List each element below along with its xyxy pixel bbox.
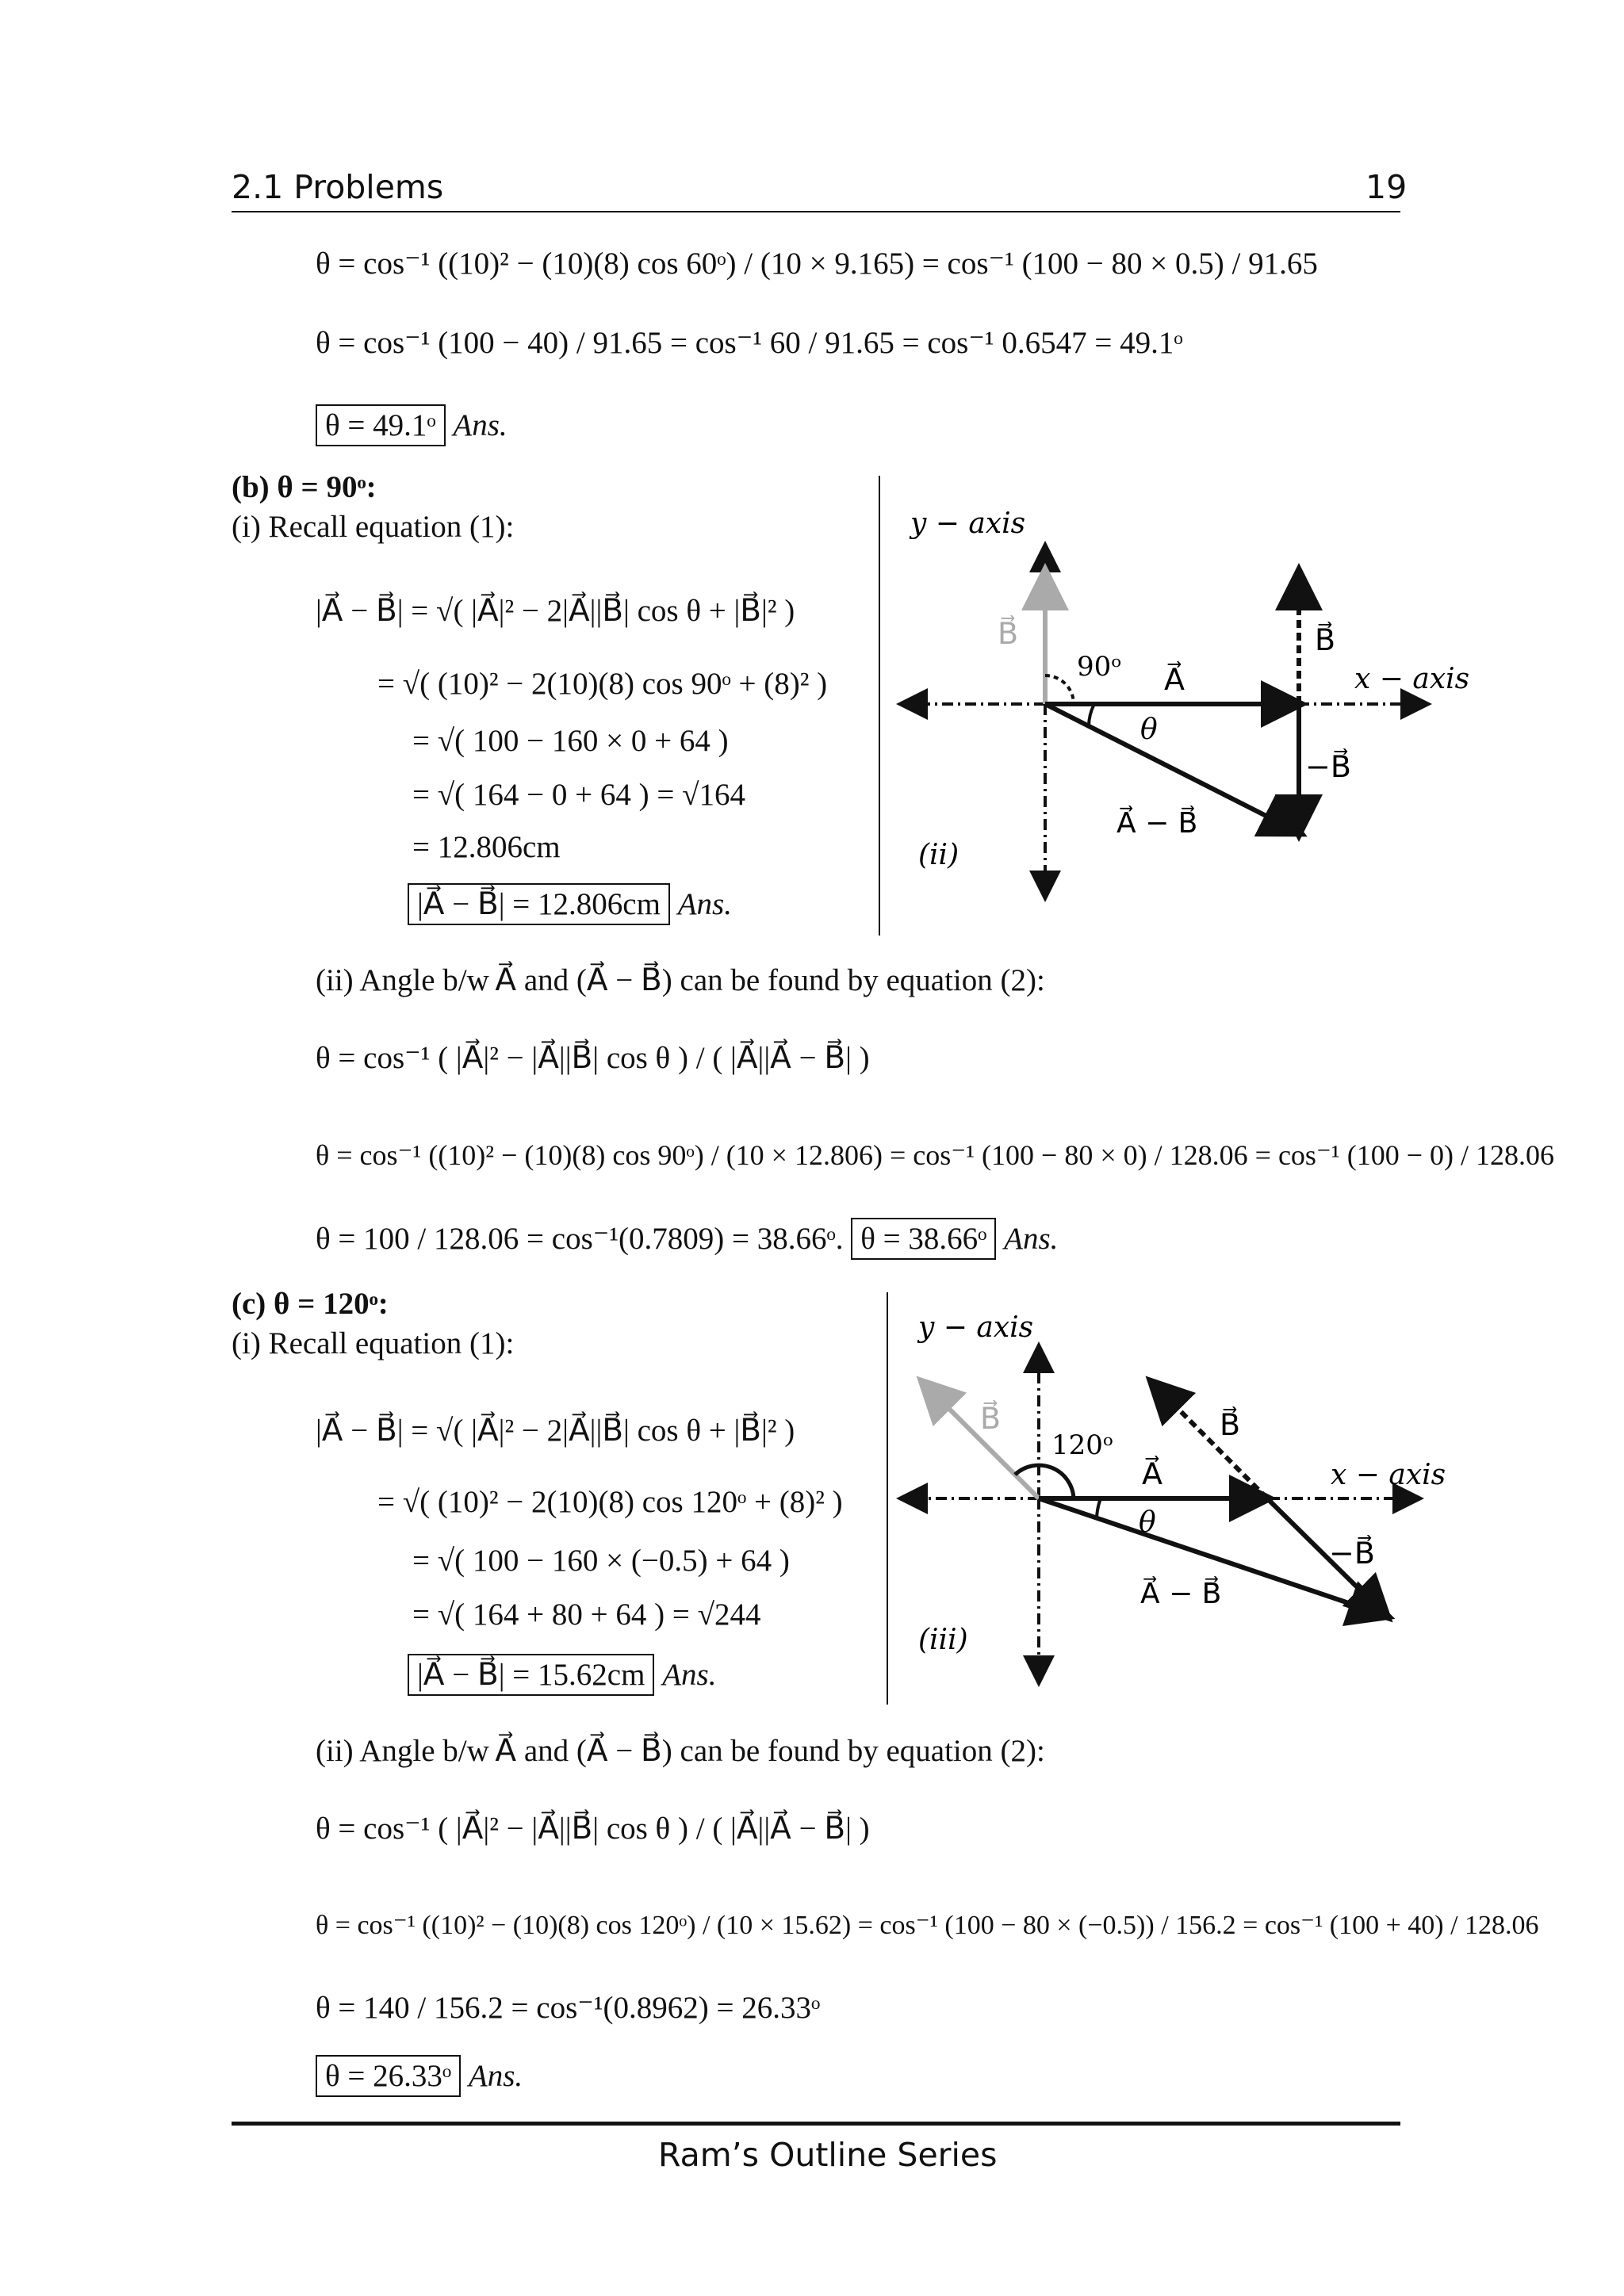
part-c-recall: (i) Recall equation (1): (232, 1326, 515, 1360)
ans-label: Ans. (1004, 1222, 1059, 1256)
a-minus-b-label: A⃗ − B⃗ (1140, 1578, 1222, 1610)
part-c-answer (408, 1654, 716, 1696)
vector-b (923, 1383, 1039, 1498)
part-a-eq1: θ = cos⁻¹ ((10)² − (10)(8) cos 60ᵒ) / (10 × 9.165) = cos⁻¹ (100 − 80 × 0.5) / 91.65 (316, 247, 1318, 281)
x-axis-label: x − axis (1331, 1459, 1446, 1491)
b-label: B⃗ (998, 616, 1019, 651)
part-b-heading: (b) θ = 90ᵒ: (232, 470, 377, 504)
part-c-line-4: = √( 164 + 80 + 64 ) = √244 (412, 1598, 761, 1632)
part-c-angle-line-2: θ = cos⁻¹ ((10)² − (10)(8) cos 120ᵒ) / (10 × 15.62) = cos⁻¹ (100 − 80 × (−0.5)) / 156.2 = cos⁻¹ (100 + 40) / 128.06 (316, 1911, 1539, 1940)
angle-arc-theta (1097, 1498, 1101, 1518)
section-title: 2.1 Problems (232, 168, 444, 206)
b-shift-label: B⃗ (1315, 622, 1336, 657)
angle-arc-90 (1045, 675, 1074, 704)
part-b-recall: (i) Recall equation (1): (232, 510, 515, 544)
x-axis-label: x − axis (1354, 663, 1470, 695)
footer-series: Ram’s Outline Series (658, 2136, 998, 2174)
figure-number: (ii) (918, 839, 959, 871)
part-b-angle-line-2: θ = cos⁻¹ ((10)² − (10)(8) cos 90ᵒ) / (10 × 12.806) = cos⁻¹ (100 − 80 × 0) / 128.06 = cos⁻¹ (100 − 0) / 128.06 (316, 1139, 1555, 1171)
theta-label: θ (1140, 714, 1158, 746)
part-a-eq2: θ = cos⁻¹ (100 − 40) / 91.65 = cos⁻¹ 60 / 91.65 = cos⁻¹ 0.6547 = 49.1ᵒ (316, 326, 1183, 360)
part-c-angle-intro: (ii) Angle b/w A⃗ and (A⃗ − B⃗) can be found by equation (2): (316, 1734, 1045, 1768)
page-number: 19 (1365, 168, 1408, 206)
answer-box: |A⃗ − B⃗| = 12.806cm (408, 883, 670, 925)
figure-divider (887, 1292, 888, 1705)
vector-diagram-iii (894, 1308, 1497, 1705)
neg-b-label: −B⃗ (1305, 749, 1351, 784)
a-minus-b-label: A⃗ − B⃗ (1116, 807, 1198, 840)
part-b-angle-intro: (ii) Angle b/w A⃗ and (A⃗ − B⃗) can be found by equation (2): (316, 963, 1045, 997)
answer-box: θ = 49.1ᵒ (316, 404, 446, 446)
part-c-heading: (c) θ = 120ᵒ: (232, 1287, 389, 1321)
part-b-line-3: = √( 100 − 160 × 0 + 64 ) (412, 724, 729, 758)
a-label: A⃗ (1142, 1456, 1162, 1491)
part-b-line-4: = √( 164 − 0 + 64 ) = √164 (412, 778, 746, 812)
part-b-angle-line-1: θ = cos⁻¹ ( |A⃗|² − |A⃗||B⃗| cos θ ) / ( |A⃗||A⃗ − B⃗| ) (316, 1041, 870, 1075)
angle-90-label: 90ᵒ (1077, 651, 1122, 683)
ans-label: Ans. (662, 1658, 717, 1692)
header-rule (232, 211, 1400, 212)
b-shift-label: B⃗ (1220, 1407, 1241, 1442)
answer-box: |A⃗ − B⃗| = 15.62cm (408, 1654, 654, 1696)
part-a-answer (316, 404, 508, 446)
figure-number: (iii) (918, 1624, 968, 1656)
theta-label: θ (1139, 1506, 1156, 1539)
figure-divider (879, 476, 880, 936)
angle-line-text: θ = 100 / 128.06 = cos⁻¹(0.7809) = 38.66ᵒ. (316, 1222, 844, 1256)
angle-arc-theta (1089, 704, 1094, 726)
ans-label: Ans. (453, 408, 508, 442)
y-axis-label: y − axis (918, 1311, 1034, 1344)
part-c-angle-line-1: θ = cos⁻¹ ( |A⃗|² − |A⃗||B⃗| cos θ ) / ( |A⃗||A⃗ − B⃗| ) (316, 1812, 870, 1846)
answer-box: θ = 26.33ᵒ (316, 2055, 461, 2097)
ans-label: Ans. (677, 887, 732, 921)
part-c-line-2: = √( (10)² − 2(10)(8) cos 120ᵒ + (8)² ) (377, 1485, 843, 1519)
part-b-line-2: = √( (10)² − 2(10)(8) cos 90ᵒ + (8)² ) (377, 667, 828, 701)
answer-box: θ = 38.66ᵒ (851, 1218, 996, 1260)
part-c-angle-line-3: θ = 140 / 156.2 = cos⁻¹(0.8962) = 26.33ᵒ (316, 1991, 821, 2025)
part-c-line-1: |A⃗ − B⃗| = √( |A⃗|² − 2|A⃗||B⃗| cos θ + |B⃗|² ) (316, 1414, 795, 1448)
part-c-angle-answer (316, 2055, 523, 2097)
angle-120-label: 120ᵒ (1051, 1429, 1113, 1461)
part-b-line-1: |A⃗ − B⃗| = √( |A⃗|² − 2|A⃗||B⃗| cos θ + |B⃗|² ) (316, 594, 795, 628)
a-label: A⃗ (1164, 662, 1185, 697)
neg-b-label: −B⃗ (1329, 1536, 1375, 1571)
part-b-line-5: = 12.806cm (412, 830, 561, 864)
ans-label: Ans. (468, 2059, 523, 2093)
y-axis-label: y − axis (910, 507, 1026, 540)
b-label: B⃗ (980, 1401, 1002, 1436)
vector-b-shifted (1152, 1383, 1267, 1498)
part-b-angle-line-3 (316, 1218, 1058, 1260)
part-c-line-3: = √( 100 − 160 × (−0.5) + 64 ) (412, 1544, 790, 1578)
part-b-answer (408, 883, 732, 925)
footer-rule (232, 2122, 1400, 2126)
vector-diagram-ii (887, 499, 1505, 912)
